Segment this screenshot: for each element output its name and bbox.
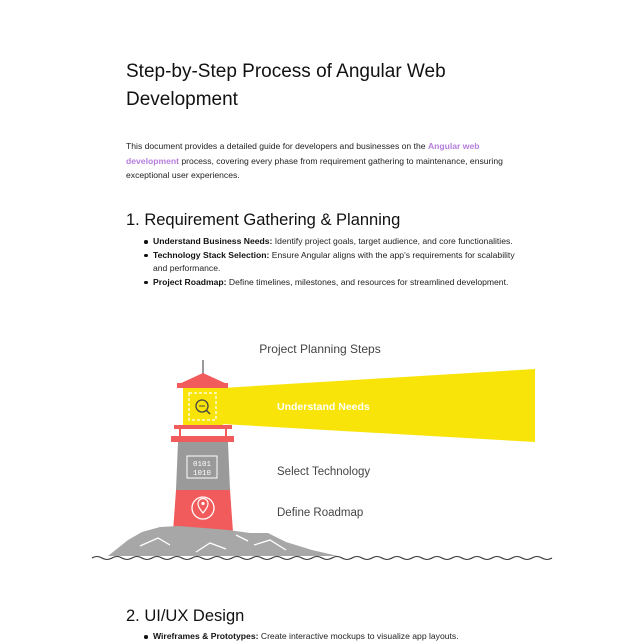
bullet-term: Project Roadmap:: [153, 276, 227, 287]
lighthouse-gallery-rail: [171, 436, 234, 442]
lighthouse-illustration: [0, 330, 640, 580]
list-item: [153, 235, 523, 249]
ui-ux-list: [153, 630, 523, 644]
binary-line-2: 1010: [192, 470, 212, 478]
list-item: [153, 630, 523, 644]
bullet-term: Wireframes & Prototypes:: [153, 631, 259, 641]
list-item: [153, 249, 523, 276]
bullet-text: Identify project goals, target audience, and core functionalities.: [272, 236, 513, 246]
step-label-select-technology: Select Technology: [277, 466, 371, 478]
section-heading-requirements: 1. Requirement Gathering & Planning: [126, 211, 401, 229]
light-beam: [222, 369, 535, 442]
binary-line-1: 0101: [192, 461, 212, 469]
intro-paragraph: [126, 139, 526, 183]
list-item: [153, 276, 523, 290]
intro-text-end: process, covering every phase from requirement gathering to maintenance, ensuring exceptional user experiences.: [126, 155, 503, 180]
water-wave: [92, 557, 552, 560]
step-label-define-roadmap: Define Roadmap: [277, 507, 364, 519]
bullet-text: Define timelines, milestones, and resources for streamlined development.: [226, 276, 509, 287]
document-title: Step-by-Step Process of Angular Web Development: [126, 61, 446, 110]
bullet-text: Create interactive mockups to visualize app layouts.: [258, 631, 459, 641]
bullet-text: Ensure Angular aligns with the app's requirements for scalability and performance.: [153, 249, 515, 274]
section-heading-ui-ux-design: 2. UI/UX Design: [126, 607, 245, 625]
rocks: [108, 526, 338, 556]
lighthouse-roof: [179, 373, 227, 384]
requirements-list: [153, 235, 523, 289]
lighthouse-roof-band: [177, 383, 228, 388]
bullet-term: Understand Business Needs:: [153, 236, 273, 246]
angular-web-development-link[interactable]: Angular web development: [126, 141, 480, 166]
bullet-term: Technology Stack Selection:: [153, 249, 270, 260]
intro-text-start: This document provides a detailed guide for developers and businesses on the: [126, 141, 428, 151]
step-label-understand-needs: Understand Needs: [277, 401, 370, 413]
tower-red-segment: [173, 490, 233, 532]
illustration-title: Project Planning Steps: [259, 342, 381, 356]
lighthouse-gallery: [174, 425, 232, 429]
